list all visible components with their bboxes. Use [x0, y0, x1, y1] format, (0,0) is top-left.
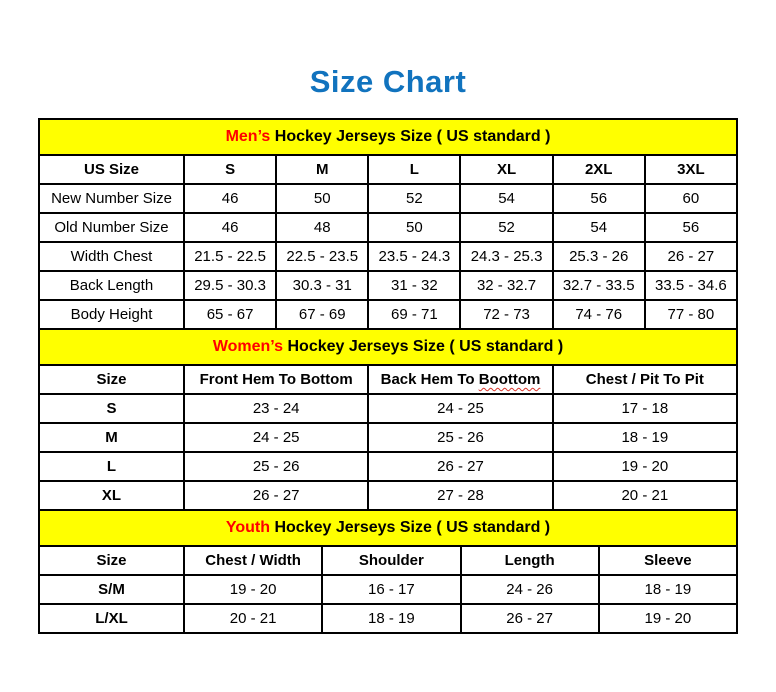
- size-cell: 52: [460, 213, 552, 242]
- size-cell: 24 - 26: [461, 575, 599, 604]
- size-cell: 60: [645, 184, 737, 213]
- size-cell: 67 - 69: [276, 300, 368, 329]
- table-row: [39, 604, 737, 633]
- size-cell: 56: [553, 184, 645, 213]
- row-label: M: [39, 423, 184, 452]
- size-cell: 21.5 - 22.5: [184, 242, 276, 271]
- row-label: L/XL: [39, 604, 184, 633]
- size-cell: 52: [368, 184, 460, 213]
- column-header-text: Back Hem To: [380, 371, 479, 388]
- size-cell: 50: [368, 213, 460, 242]
- size-cell: 19 - 20: [184, 575, 322, 604]
- size-cell: 77 - 80: [645, 300, 737, 329]
- table-row: [39, 184, 737, 213]
- size-cell: 25 - 26: [184, 452, 368, 481]
- table-row: [39, 452, 737, 481]
- size-cell: 18 - 19: [599, 575, 737, 604]
- size-cell: 31 - 32: [368, 271, 460, 300]
- size-cell: 50: [276, 184, 368, 213]
- size-cell: 54: [460, 184, 552, 213]
- table-row: [39, 575, 737, 604]
- size-chart-tables: [38, 118, 738, 634]
- section-title-highlight: Youth: [225, 519, 270, 536]
- column-header: L: [368, 155, 460, 184]
- column-header: 2XL: [553, 155, 645, 184]
- column-header: XL: [460, 155, 552, 184]
- size-cell: 56: [645, 213, 737, 242]
- page-title: Size Chart: [309, 64, 467, 99]
- row-label: Body Height: [39, 300, 184, 329]
- section-header-row: [39, 119, 737, 155]
- size-cell: 24 - 25: [368, 394, 552, 423]
- column-header: Chest / Width: [184, 546, 322, 575]
- misspelled-word: Boottom: [478, 371, 541, 388]
- column-header: Sleeve: [599, 546, 737, 575]
- column-header-row: [39, 155, 737, 184]
- size-cell: 74 - 76: [553, 300, 645, 329]
- row-label: Old Number Size: [39, 213, 184, 242]
- section-title-text: Hockey Jerseys Size ( US standard ): [270, 519, 551, 536]
- column-header: Shoulder: [322, 546, 460, 575]
- column-header: M: [276, 155, 368, 184]
- size-cell: 69 - 71: [368, 300, 460, 329]
- row-label: S/M: [39, 575, 184, 604]
- size-table-youth: [38, 509, 738, 634]
- size-cell: 20 - 21: [184, 604, 322, 633]
- section-header-row: [39, 329, 737, 365]
- size-cell: 20 - 21: [553, 481, 737, 510]
- column-header: Chest / Pit To Pit: [553, 365, 737, 394]
- table-row: [39, 213, 737, 242]
- size-cell: 26 - 27: [645, 242, 737, 271]
- size-cell: 16 - 17: [322, 575, 460, 604]
- column-header: Length: [461, 546, 599, 575]
- column-header-row: [39, 546, 737, 575]
- column-header-row: [39, 365, 737, 394]
- size-cell: 17 - 18: [553, 394, 737, 423]
- column-header: Front Hem To Bottom: [184, 365, 368, 394]
- size-cell: 25 - 26: [368, 423, 552, 452]
- size-cell: 29.5 - 30.3: [184, 271, 276, 300]
- row-label: XL: [39, 481, 184, 510]
- size-cell: 27 - 28: [368, 481, 552, 510]
- size-cell: 32 - 32.7: [460, 271, 552, 300]
- column-header: 3XL: [645, 155, 737, 184]
- column-header: [368, 365, 552, 394]
- size-cell: 26 - 27: [368, 452, 552, 481]
- column-header: US Size: [39, 155, 184, 184]
- table-row: [39, 242, 737, 271]
- row-label: Back Length: [39, 271, 184, 300]
- size-cell: 26 - 27: [461, 604, 599, 633]
- size-cell: 30.3 - 31: [276, 271, 368, 300]
- table-row: [39, 300, 737, 329]
- section-title-text: Hockey Jerseys Size ( US standard ): [283, 338, 564, 355]
- size-table-womens: [38, 328, 738, 511]
- size-cell: 72 - 73: [460, 300, 552, 329]
- size-cell: 24 - 25: [184, 423, 368, 452]
- section-title-highlight: Men’s: [225, 128, 271, 145]
- section-header-row: [39, 510, 737, 546]
- section-header: [39, 119, 737, 155]
- table-row: [39, 271, 737, 300]
- row-label: L: [39, 452, 184, 481]
- size-cell: 23.5 - 24.3: [368, 242, 460, 271]
- row-label: Width Chest: [39, 242, 184, 271]
- size-cell: 19 - 20: [553, 452, 737, 481]
- size-cell: 46: [184, 184, 276, 213]
- size-cell: 25.3 - 26: [553, 242, 645, 271]
- size-cell: 32.7 - 33.5: [553, 271, 645, 300]
- section-title-highlight: Women’s: [212, 338, 284, 355]
- size-cell: 46: [184, 213, 276, 242]
- size-cell: 54: [553, 213, 645, 242]
- row-label: S: [39, 394, 184, 423]
- size-cell: 19 - 20: [599, 604, 737, 633]
- row-label: New Number Size: [39, 184, 184, 213]
- size-cell: 24.3 - 25.3: [460, 242, 552, 271]
- size-cell: 23 - 24: [184, 394, 368, 423]
- section-title-text: Hockey Jerseys Size ( US standard ): [270, 128, 551, 145]
- section-header: [39, 510, 737, 546]
- size-cell: 22.5 - 23.5: [276, 242, 368, 271]
- size-cell: 48: [276, 213, 368, 242]
- size-cell: 65 - 67: [184, 300, 276, 329]
- column-header: Size: [39, 365, 184, 394]
- size-cell: 18 - 19: [553, 423, 737, 452]
- section-header: [39, 329, 737, 365]
- size-cell: 26 - 27: [184, 481, 368, 510]
- size-table-mens: [38, 118, 738, 330]
- size-cell: 18 - 19: [322, 604, 460, 633]
- table-row: [39, 423, 737, 452]
- column-header: S: [184, 155, 276, 184]
- table-row: [39, 394, 737, 423]
- column-header: Size: [39, 546, 184, 575]
- table-row: [39, 481, 737, 510]
- size-cell: 33.5 - 34.6: [645, 271, 737, 300]
